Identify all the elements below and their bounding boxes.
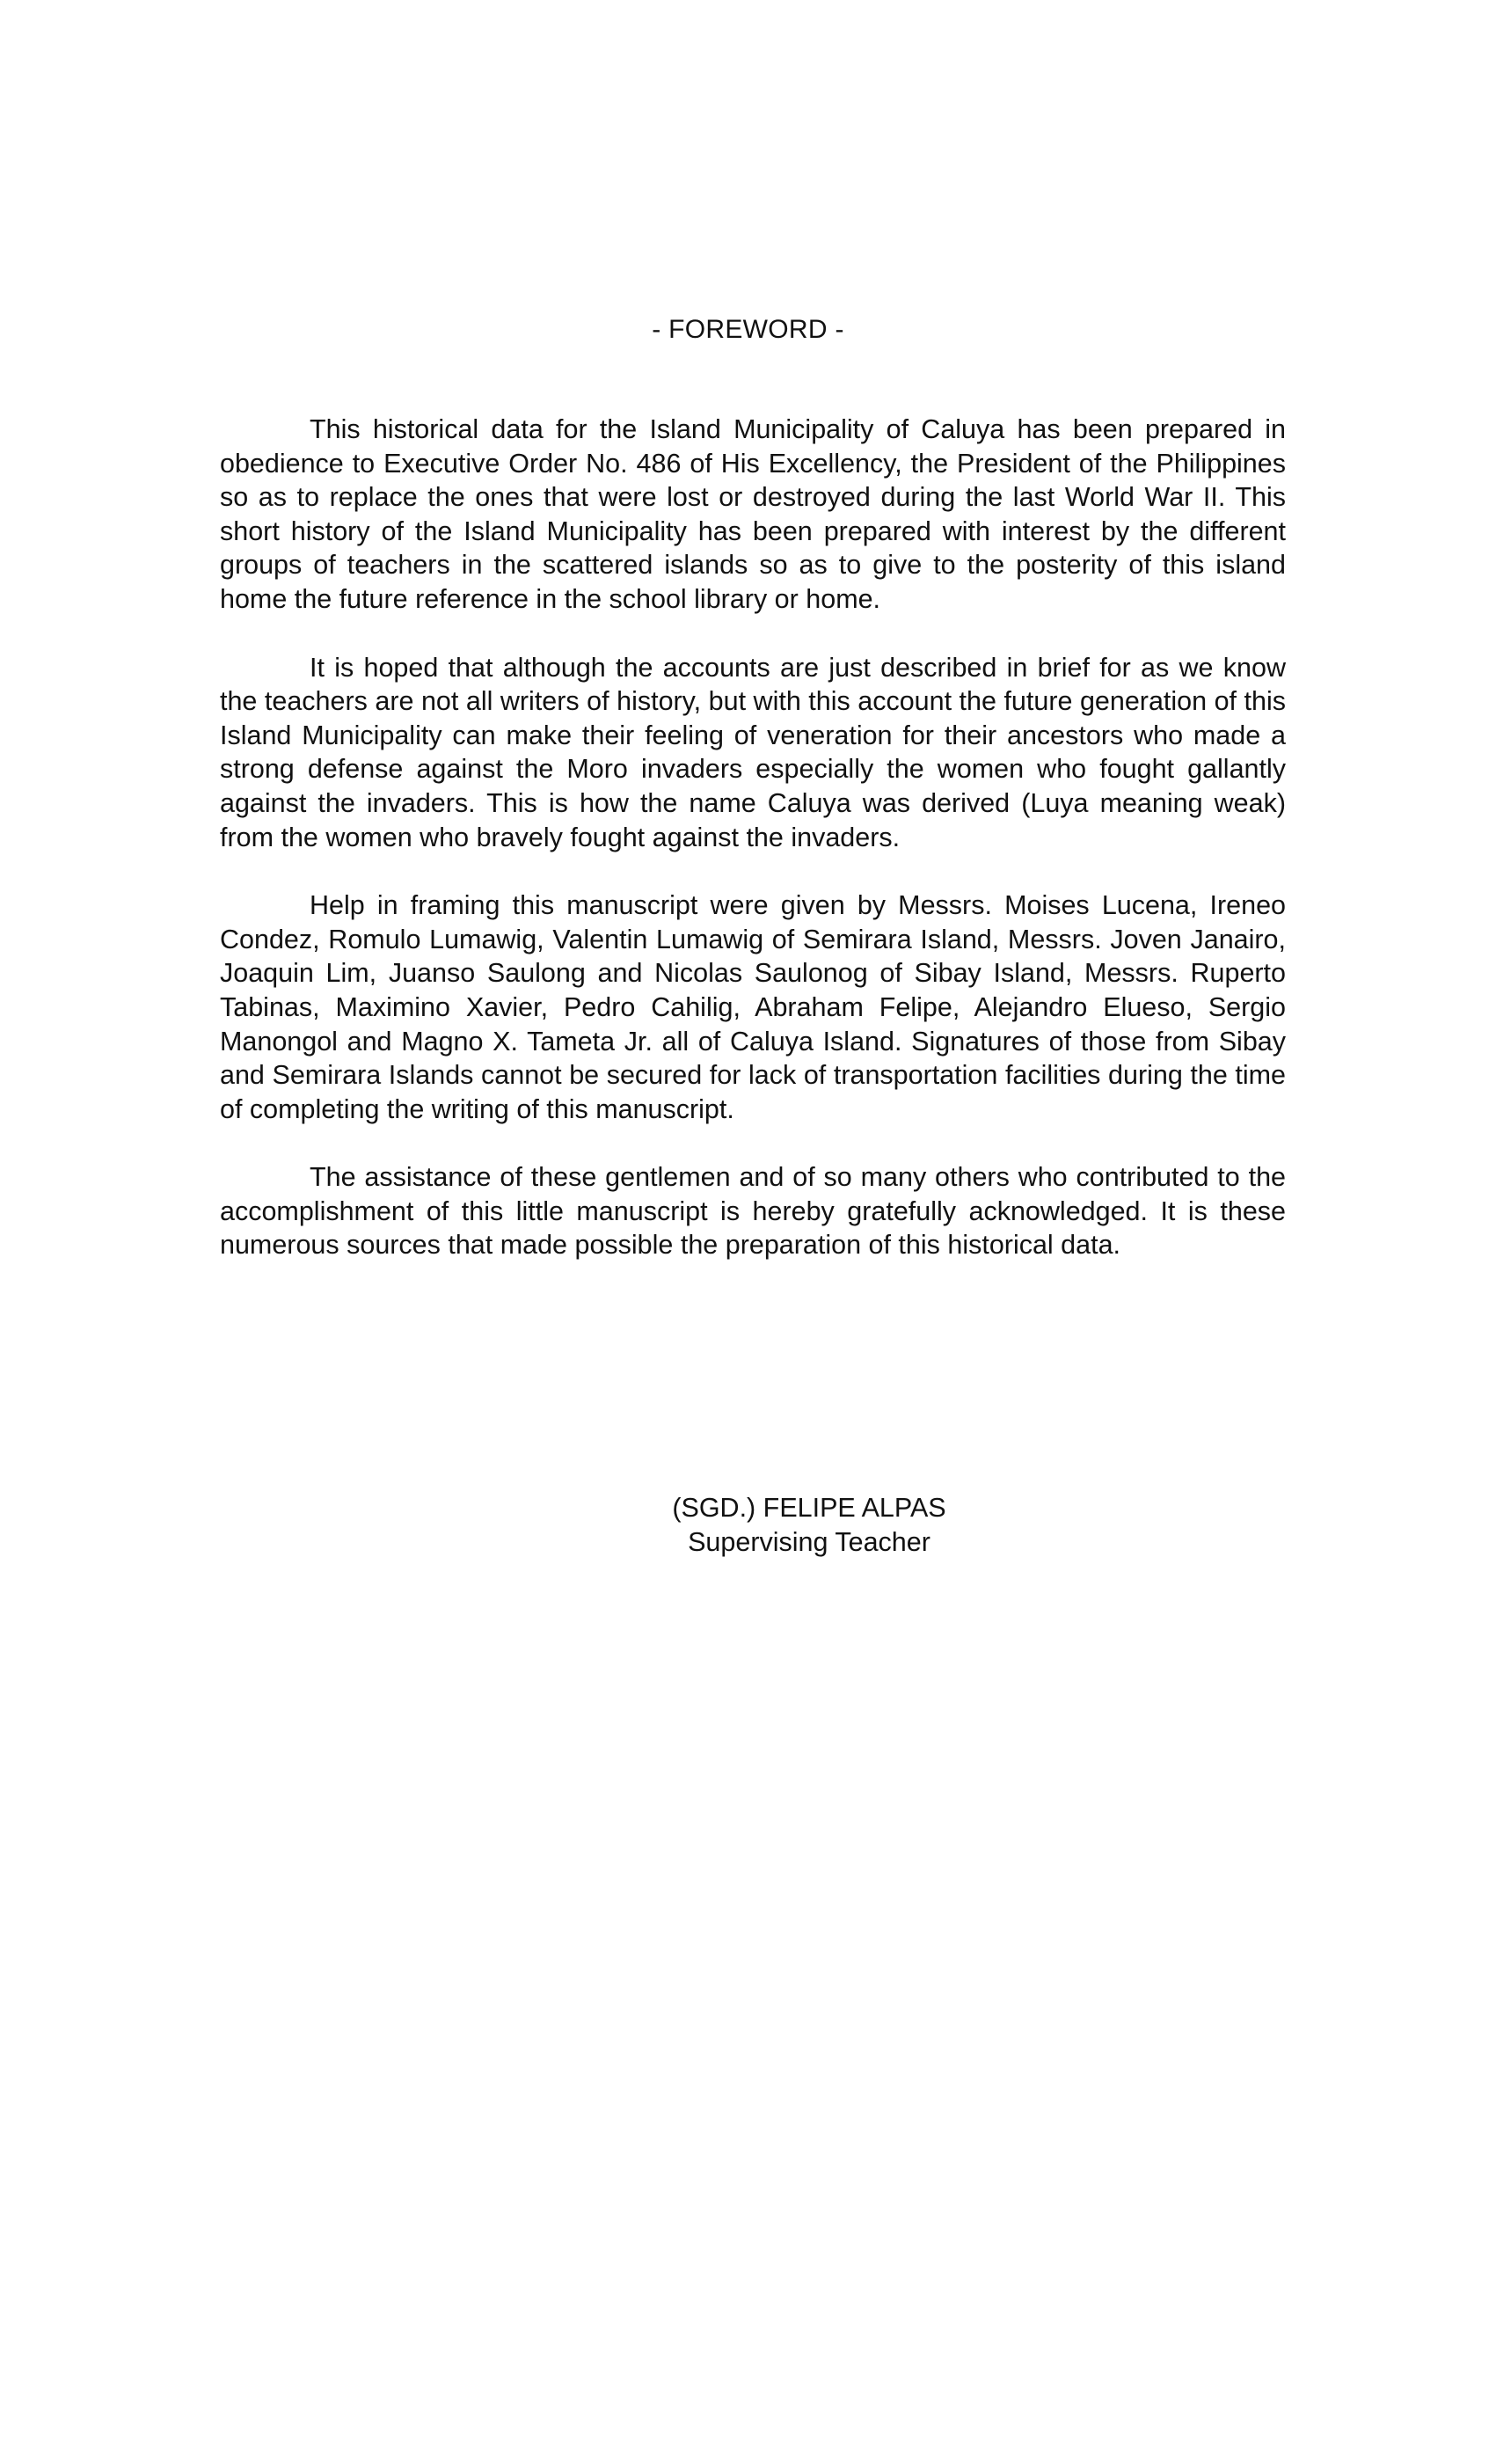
paragraph-4: The assistance of these gentlemen and of so many others who contributed to the accomplishment of this little manuscript is hereby gratefully acknowledged. It is these numerous sources that made possible the preparation of this historical data. [220, 1162, 1286, 1261]
signatory-name: (SGD.) FELIPE ALPAS [672, 1493, 946, 1523]
signatory-position: Supervising Teacher [688, 1527, 930, 1557]
paragraph-3: Help in framing this manuscript were given by Messrs. Moises Lucena, Ireneo Condez, Romulo Lumawig, Valentin Lumawig of Semirara Island, Messrs. Joven Janairo, Joaquin Lim, Juanso Saulong and Nicolas Saulonog of Sibay Island, Messrs. Ruperto Tabinas, Maximino Xavier, Pedro Cahilig, Abraham Felipe, Alejandro Elueso, Sergio Manongol and Magno X. Tameta Jr. all of Caluya Island. Signatures of those from Sibay and Semirara Islands cannot be secured for lack of transportation facilities during the time of completing the writing of this manuscript. [220, 890, 1286, 1124]
page-title: - FOREWORD - [652, 315, 844, 344]
paragraph-1: This historical data for the Island Municipality of Caluya has been prepared in obedience to Executive Order No. 486 of His Excellency, the President of the Philippines so as to replace the ones that were lost or destroyed during the last World War II. This short history of the Island Municipality has been prepared with interest by the different groups of teachers in the scattered islands so as to give to the posterity of this island home the future reference in the school library or home. [220, 414, 1286, 614]
foreword-body [220, 413, 1286, 1297]
paragraph-2: It is hoped that although the accounts are just described in brief for as we know the teachers are not all writers of history, but with this account the future generation of this Island Municipality can make their feeling of veneration for their ancestors who made a strong defense against the Moro invaders especially the women who fought gallantly against the invaders. This is how the name Caluya was derived (Luya meaning weak) from the women who bravely fought against the invaders. [220, 652, 1286, 852]
signature-block [633, 1491, 985, 1560]
